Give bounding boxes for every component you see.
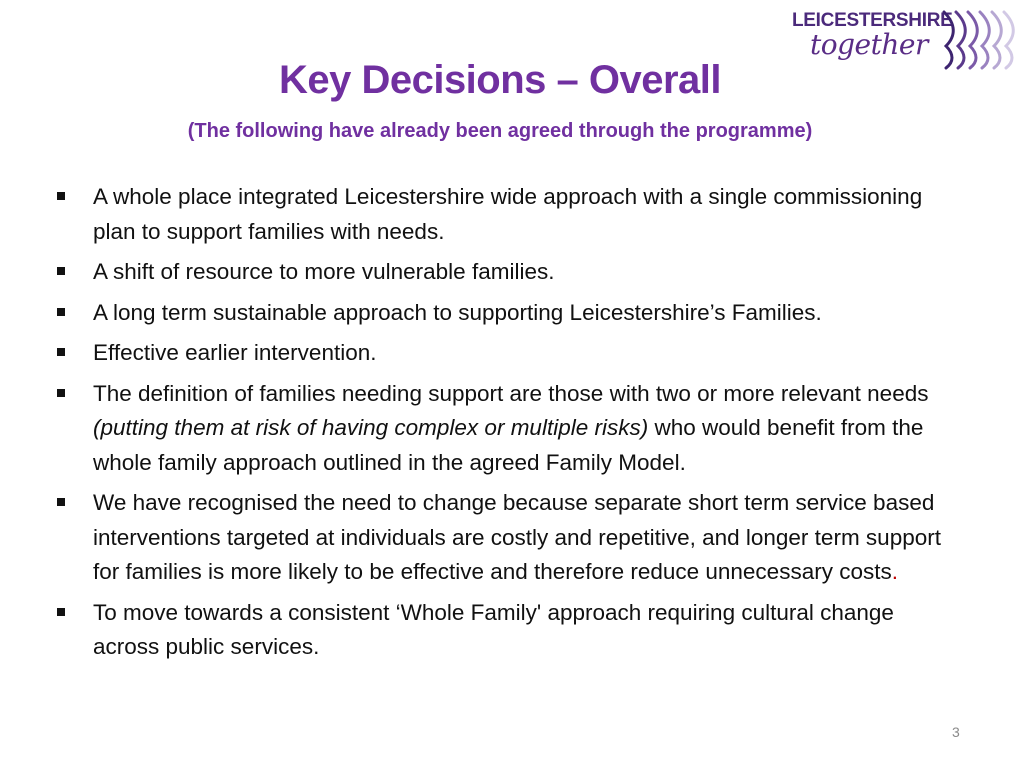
slide-title: Key Decisions – Overall bbox=[278, 58, 722, 102]
list-item bbox=[56, 377, 956, 481]
bullet-text: We have recognised the need to change because separate short term service based interventions targeted at individuals are costly and repetitive, and longer term support for families is more likely to be effective and therefore reduce unnecessary costs bbox=[93, 490, 941, 584]
list-item bbox=[56, 296, 956, 331]
list-item bbox=[56, 336, 956, 371]
bullet-text: Effective earlier intervention. bbox=[93, 340, 377, 365]
bullet-list bbox=[56, 180, 956, 671]
square-bullet-icon bbox=[57, 308, 65, 316]
square-bullet-icon bbox=[57, 192, 65, 200]
square-bullet-icon bbox=[57, 267, 65, 275]
list-item bbox=[56, 255, 956, 290]
bullet-italic-text: (putting them at risk of having complex or multiple risks) bbox=[93, 415, 649, 440]
bullet-text: The definition of families needing support are those with two or more relevant needs bbox=[93, 380, 929, 406]
bullet-red-text: . bbox=[891, 559, 898, 584]
bullet-text: To move towards a consistent ‘Whole Family' approach requiring cultural change across public services. bbox=[93, 599, 894, 659]
bullet-text: A long term sustainable approach to supporting Leicestershire’s Families. bbox=[93, 299, 822, 325]
bullet-text: who would benefit from the whole family approach outlined in the agreed Family Model. bbox=[93, 415, 924, 475]
list-item bbox=[56, 596, 956, 665]
list-item bbox=[56, 180, 956, 249]
list-item bbox=[56, 486, 956, 590]
bullet-text: A shift of resource to more vulnerable families. bbox=[93, 259, 555, 284]
bullet-text: A whole place integrated Leicestershire wide approach with a single commissioning plan to support families with needs. bbox=[93, 184, 923, 244]
square-bullet-icon bbox=[57, 498, 65, 506]
square-bullet-icon bbox=[57, 348, 65, 356]
logo-script-text: together bbox=[810, 28, 928, 61]
page-number: 3 bbox=[952, 724, 960, 740]
square-bullet-icon bbox=[57, 389, 65, 397]
square-bullet-icon bbox=[57, 608, 65, 616]
slide-subtitle: (The following have already been agreed through the programme) bbox=[187, 120, 813, 142]
logo-wordmark: LEICESTERSHIRE bbox=[792, 10, 953, 31]
